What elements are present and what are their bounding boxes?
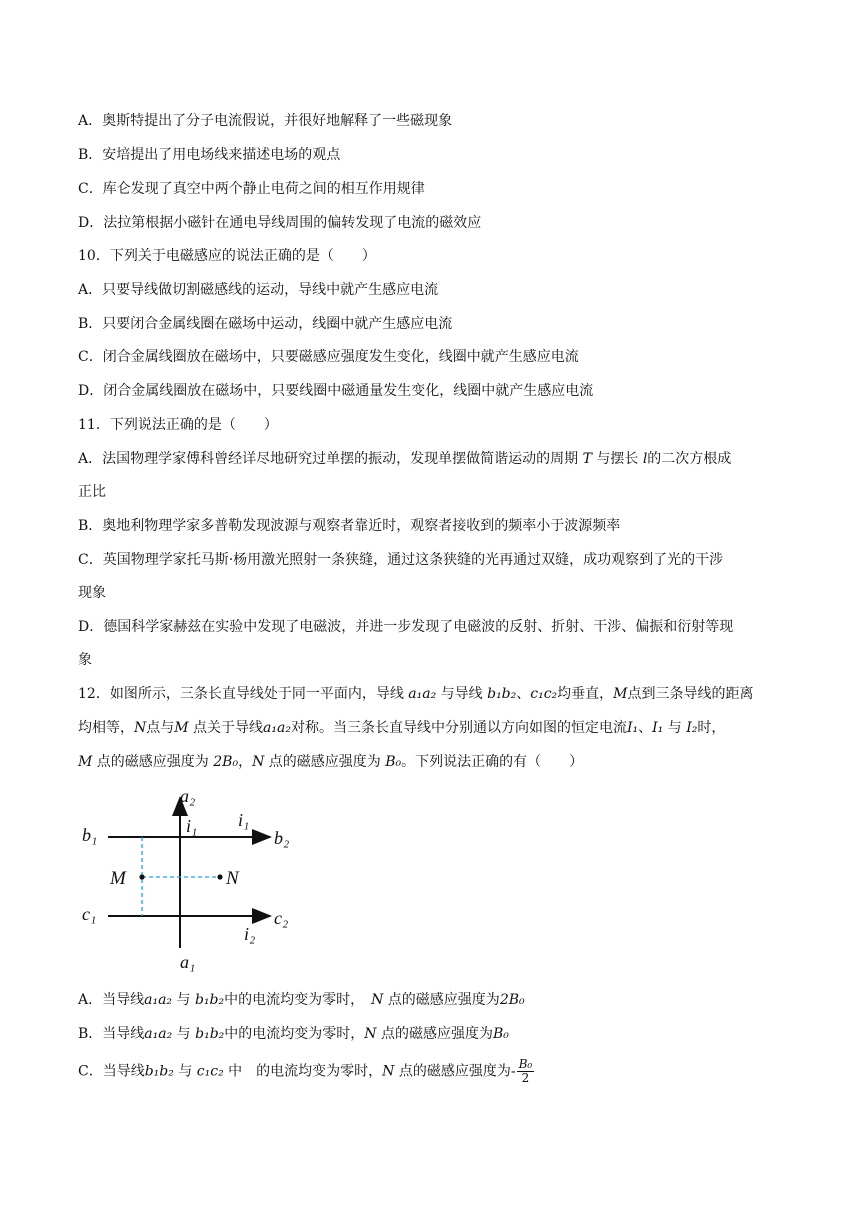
q10-option-a: A．只要导线做切割磁感线的运动，导线中就产生感应电流	[78, 282, 439, 298]
fraction-numerator: B₀	[518, 1057, 533, 1071]
q9-option-b: B．安培提出了用电场线来描述电场的观点	[78, 147, 341, 163]
label-n: N	[226, 868, 239, 889]
period-symbol: T	[582, 451, 592, 467]
q12-stem-line2	[78, 718, 725, 738]
field-value: B₀	[385, 754, 402, 770]
q10-option-c: C．闭合金属线圈放在磁场中，只要磁感应强度发生变化，线圈中就产生感应电流	[78, 349, 579, 365]
point-m-label: M	[78, 754, 93, 770]
wire-b-label: b₁b₂	[195, 1026, 225, 1042]
q12-text: 均相等，	[78, 720, 134, 736]
q12-text: 、	[516, 686, 531, 702]
label-a1: a₁	[180, 952, 196, 972]
q9-option-d: D．法拉第根据小磁针在通电导线周围的偏转发现了电流的磁效应	[78, 215, 482, 231]
wire-c-label: c₁c₂	[196, 1063, 224, 1080]
point-n-label: N	[371, 992, 384, 1008]
q12-text: 均垂直，	[557, 686, 614, 702]
q12-text: 。下列说法正确的有（ ）	[401, 754, 584, 770]
point-n-label: N	[382, 1063, 395, 1080]
option-text: 中的电流均变为零时，	[224, 992, 372, 1008]
q12-text: 、	[638, 720, 653, 736]
option-text: 中 的电流均变为零时，	[228, 1063, 383, 1080]
q9-option-c: C．库仑发现了真空中两个静止电荷之间的相互作用规律	[78, 181, 425, 197]
field-value: 2B₀	[213, 754, 239, 770]
option-text: B．当导线	[78, 1026, 145, 1042]
q12-text: 点到三条导线的距离	[627, 686, 754, 702]
label-c1: c₁	[82, 904, 97, 924]
wire-b-label: b₁b₂	[194, 992, 225, 1008]
point-n-label: N	[134, 720, 147, 736]
wire-b-label: b₁b₂	[144, 1063, 174, 1080]
wire-a-label: a₁a₂	[408, 686, 437, 702]
label-a2: a₂	[180, 786, 196, 806]
option-text: 点的磁感应强度为	[380, 1026, 493, 1042]
wire-a-label: a₁a₂	[263, 720, 291, 736]
q12-text: 点与	[146, 720, 175, 736]
q11-stem: 11．下列说法正确的是（ ）	[78, 417, 278, 433]
q12-text: 点关于导线	[193, 720, 264, 736]
option-text: 与	[176, 1026, 191, 1042]
q11-option-b: B．奥地利物理学家多普勒发现波源与观察者靠近时，观察者接收到的频率小于波源频率	[78, 518, 621, 534]
label-i1-right: i₁	[238, 810, 250, 830]
field-value: B₀	[492, 1026, 509, 1042]
q12-option-a	[78, 990, 525, 1010]
wire-a-label: a₁a₂	[144, 992, 173, 1008]
q10-option-d: D．闭合金属线圈放在磁场中，只要线圈中磁通量发生变化，线圈中就产生感应电流	[78, 383, 594, 399]
q12-text: 与导线	[440, 686, 483, 702]
point-n-label: N	[364, 1026, 377, 1042]
point-m-label: M	[613, 686, 628, 702]
q11-a-text2: 与摆长	[596, 451, 639, 467]
wire-a-label: a₁a₂	[144, 1026, 173, 1042]
current-i1-label: I₁	[652, 720, 664, 736]
q11-option-a	[78, 449, 731, 469]
q10-stem: 10．下列关于电磁感应的说法正确的是（ ）	[78, 248, 376, 264]
wire-b-label: b₁b₂	[487, 686, 517, 702]
q11-option-a-cont: 正比	[78, 484, 106, 500]
option-text: A．当导线	[78, 992, 145, 1008]
q11-a-text1: A．法国物理学家傅科曾经详尽地研究过单摆的振动，发现单摆做简谐运动的周期	[78, 451, 579, 467]
q11-option-d: D．德国科学家赫兹在实验中发现了电磁波，并进一步发现了电磁波的反射、折射、干涉、偏振和衍射等现	[78, 619, 734, 635]
q12-text: 与	[667, 720, 682, 736]
q12-text: ，	[238, 754, 253, 770]
field-value: 2B₀	[499, 992, 525, 1008]
q12-text: 如图所示，三条长直导线处于同一平面内，导线	[109, 686, 404, 702]
wire-c-label: c₁c₂	[530, 686, 558, 702]
q12-stem-line3	[78, 752, 583, 772]
q11-option-d-cont: 象	[78, 652, 92, 668]
q12-number: 12．	[78, 686, 110, 702]
q12-text: 对称。当三条长直导线中分别通以方向如图的恒定电流	[290, 720, 627, 736]
option-text: 与	[178, 1063, 193, 1080]
q11-option-c-cont: 现象	[78, 585, 106, 601]
fraction	[517, 1058, 535, 1085]
q11-a-text3: 的二次方根成	[647, 451, 732, 467]
label-i2: i₂	[244, 924, 256, 944]
length-symbol: l	[642, 451, 648, 467]
option-text: 点的磁感应强度为	[387, 992, 500, 1008]
q12-text: 时，	[697, 720, 726, 736]
point-n-label: N	[252, 754, 265, 770]
point-m	[139, 874, 144, 879]
q10-option-b: B．只要闭合金属线圈在磁场中运动，线圈中就产生感应电流	[78, 316, 453, 332]
fraction-denominator: 2	[521, 1071, 530, 1085]
point-m-label: M	[174, 720, 189, 736]
q12-stem-line1	[78, 684, 754, 704]
option-text: C．当导线	[78, 1063, 145, 1080]
option-text: 中的电流均变为零时，	[224, 1026, 365, 1042]
q12-text: 点的磁感应强度为	[268, 754, 381, 770]
label-b1: b₁	[82, 825, 98, 845]
wire-diagram	[76, 786, 306, 976]
q12-text: 点的磁感应强度为	[96, 754, 209, 770]
label-c2: c₂	[274, 908, 289, 928]
q9-option-a: A．奥斯特提出了分子电流假说，并很好地解释了一些磁现象	[78, 113, 453, 129]
q12-option-b	[78, 1024, 509, 1044]
label-i1-top: i₁	[186, 816, 198, 836]
q12-option-c	[78, 1058, 534, 1085]
point-n	[217, 874, 222, 879]
option-text: 点的磁感应强度为-	[398, 1063, 516, 1080]
q11-option-c: C．英国物理学家托马斯·杨用激光照射一条狭缝，通过这条狭缝的光再通过双缝，成功观察到了光的干涉	[78, 552, 724, 568]
option-text: 与	[176, 992, 191, 1008]
label-m: M	[110, 868, 126, 889]
current-i2-label: I₂	[686, 720, 698, 736]
label-b2: b₂	[274, 828, 290, 848]
current-i1-label: I₁	[626, 720, 639, 736]
